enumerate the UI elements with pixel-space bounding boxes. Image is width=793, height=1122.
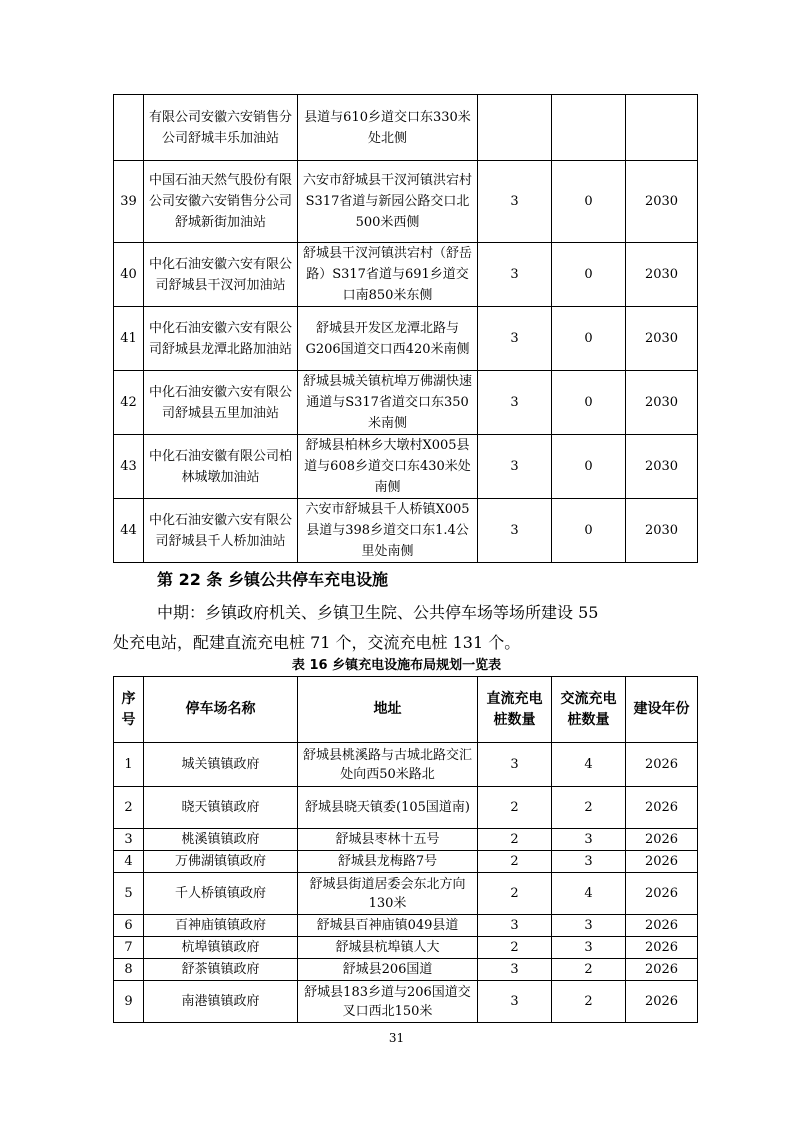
- dc-count: 3: [478, 307, 552, 371]
- row-no: 39: [114, 161, 144, 243]
- build-year: 2026: [626, 915, 698, 937]
- ac-count: [552, 95, 626, 161]
- table-row: [114, 873, 698, 915]
- build-year: 2030: [626, 371, 698, 435]
- dc-count: 3: [478, 499, 552, 563]
- lot-address: 舒城县桃溪路与古城北路交汇处向西50米路北: [298, 743, 478, 787]
- lot-name: 城关镇镇政府: [144, 743, 298, 787]
- ac-count: 4: [552, 873, 626, 915]
- ac-count: 0: [552, 243, 626, 307]
- row-no: 43: [114, 435, 144, 499]
- dc-count: 2: [478, 873, 552, 915]
- lot-address: 舒城县183乡道与206国道交叉口西北150米: [298, 981, 478, 1023]
- header-no: 序号: [114, 677, 144, 743]
- dc-count: 3: [478, 981, 552, 1023]
- dc-count: 3: [478, 161, 552, 243]
- row-no: 3: [114, 829, 144, 851]
- table-row: [114, 787, 698, 829]
- paragraph-line: 处充电站，配建直流充电桩 71 个，交流充电桩 131 个。: [113, 633, 521, 652]
- row-no: 8: [114, 959, 144, 981]
- station-address: 六安市舒城县干汊河镇洪宕村S317省道与新园公路交口北500米西侧: [298, 161, 478, 243]
- build-year: 2026: [626, 743, 698, 787]
- build-year: 2026: [626, 829, 698, 851]
- build-year: 2026: [626, 959, 698, 981]
- row-no: 40: [114, 243, 144, 307]
- lot-address: 舒城县枣林十五号: [298, 829, 478, 851]
- station-address: 舒城县城关镇杭埠万佛湖快速通道与S317省道交口东350米南侧: [298, 371, 478, 435]
- ac-count: 0: [552, 307, 626, 371]
- lot-name: 杭埠镇镇政府: [144, 937, 298, 959]
- row-no: 7: [114, 937, 144, 959]
- ac-count: 0: [552, 371, 626, 435]
- ac-count: 0: [552, 499, 626, 563]
- dc-count: 2: [478, 937, 552, 959]
- dc-count: 2: [478, 787, 552, 829]
- row-no: [114, 95, 144, 161]
- table-row: [114, 435, 698, 499]
- row-no: 42: [114, 371, 144, 435]
- build-year: 2030: [626, 435, 698, 499]
- build-year: 2026: [626, 787, 698, 829]
- build-year: 2026: [626, 873, 698, 915]
- ac-count: 4: [552, 743, 626, 787]
- dc-count: [478, 95, 552, 161]
- dc-count: 2: [478, 829, 552, 851]
- lot-name: 桃溪镇镇政府: [144, 829, 298, 851]
- row-no: 6: [114, 915, 144, 937]
- table-row: [114, 371, 698, 435]
- ac-count: 3: [552, 937, 626, 959]
- table-row: [114, 743, 698, 787]
- header-ac: 交流充电桩数量: [552, 677, 626, 743]
- lot-address: 舒城县街道居委会东北方向130米: [298, 873, 478, 915]
- station-name: 中化石油安徽六安有限公司舒城县龙潭北路加油站: [144, 307, 298, 371]
- lot-name: 万佛湖镇镇政府: [144, 851, 298, 873]
- row-no: 5: [114, 873, 144, 915]
- lot-address: 舒城县晓天镇委(105国道南): [298, 787, 478, 829]
- lot-name: 千人桥镇镇政府: [144, 873, 298, 915]
- table-row: [114, 981, 698, 1023]
- table-row: [114, 243, 698, 307]
- dc-count: 3: [478, 959, 552, 981]
- township-charging-table: [113, 676, 698, 1023]
- build-year: [626, 95, 698, 161]
- header-address: 地址: [298, 677, 478, 743]
- dc-count: 2: [478, 851, 552, 873]
- ac-count: 2: [552, 787, 626, 829]
- lot-name: 南港镇镇政府: [144, 981, 298, 1023]
- lot-address: 舒城县龙梅路7号: [298, 851, 478, 873]
- section-heading: 第 22 条 乡镇公共停车充电设施: [157, 570, 388, 589]
- row-no: 9: [114, 981, 144, 1023]
- charging-station-table-continued: [113, 94, 698, 563]
- station-address: 舒城县开发区龙潭北路与G206国道交口西420米南侧: [298, 307, 478, 371]
- table-row: [114, 161, 698, 243]
- ac-count: 2: [552, 959, 626, 981]
- dc-count: 3: [478, 435, 552, 499]
- station-name: 中化石油安徽六安有限公司舒城县千人桥加油站: [144, 499, 298, 563]
- table-row: [114, 959, 698, 981]
- table-caption: 表 16 乡镇充电设施布局规划一览表: [291, 658, 502, 673]
- table-header-row: [114, 677, 698, 743]
- dc-count: 3: [478, 371, 552, 435]
- build-year: 2026: [626, 851, 698, 873]
- header-name: 停车场名称: [144, 677, 298, 743]
- lot-address: 舒城县206国道: [298, 959, 478, 981]
- section-paragraph: [113, 598, 697, 658]
- table-row: [114, 851, 698, 873]
- dc-count: 3: [478, 915, 552, 937]
- ac-count: 0: [552, 435, 626, 499]
- header-dc: 直流充电桩数量: [478, 677, 552, 743]
- ac-count: 3: [552, 829, 626, 851]
- row-no: 41: [114, 307, 144, 371]
- build-year: 2030: [626, 307, 698, 371]
- lot-address: 舒城县百神庙镇049县道: [298, 915, 478, 937]
- station-name: 中国石油天然气股份有限公司安徽六安销售分公司舒城新街加油站: [144, 161, 298, 243]
- lot-name: 舒茶镇镇政府: [144, 959, 298, 981]
- ac-count: 2: [552, 981, 626, 1023]
- ac-count: 3: [552, 851, 626, 873]
- table-row: [114, 937, 698, 959]
- table-row: [114, 95, 698, 161]
- station-address: 舒城县柏林乡大墩村X005县道与608乡道交口东430米处南侧: [298, 435, 478, 499]
- header-year: 建设年份: [626, 677, 698, 743]
- dc-count: 3: [478, 743, 552, 787]
- station-address: 六安市舒城县千人桥镇X005县道与398乡道交口东1.4公里处南侧: [298, 499, 478, 563]
- station-name: 有限公司安徽六安销售分公司舒城丰乐加油站: [144, 95, 298, 161]
- row-no: 1: [114, 743, 144, 787]
- build-year: 2030: [626, 499, 698, 563]
- paragraph-line: 中期：乡镇政府机关、乡镇卫生院、公共停车场等场所建设 55: [157, 603, 599, 622]
- station-name: 中化石油安徽六安有限公司舒城县五里加油站: [144, 371, 298, 435]
- page-number: 31: [388, 1031, 405, 1045]
- build-year: 2030: [626, 243, 698, 307]
- station-name: 中化石油安徽有限公司柏林城墩加油站: [144, 435, 298, 499]
- table-row: [114, 307, 698, 371]
- table-row: [114, 915, 698, 937]
- dc-count: 3: [478, 243, 552, 307]
- row-no: 44: [114, 499, 144, 563]
- table-row: [114, 499, 698, 563]
- table-row: [114, 829, 698, 851]
- station-address: 县道与610乡道交口东330米处北侧: [298, 95, 478, 161]
- lot-address: 舒城县杭埠镇人大: [298, 937, 478, 959]
- row-no: 4: [114, 851, 144, 873]
- lot-name: 百神庙镇镇政府: [144, 915, 298, 937]
- ac-count: 0: [552, 161, 626, 243]
- row-no: 2: [114, 787, 144, 829]
- ac-count: 3: [552, 915, 626, 937]
- lot-name: 晓天镇镇政府: [144, 787, 298, 829]
- station-name: 中化石油安徽六安有限公司舒城县干汊河加油站: [144, 243, 298, 307]
- build-year: 2030: [626, 161, 698, 243]
- station-address: 舒城县干汊河镇洪宕村（舒岳路）S317省道与691乡道交口南850米东侧: [298, 243, 478, 307]
- build-year: 2026: [626, 981, 698, 1023]
- build-year: 2026: [626, 937, 698, 959]
